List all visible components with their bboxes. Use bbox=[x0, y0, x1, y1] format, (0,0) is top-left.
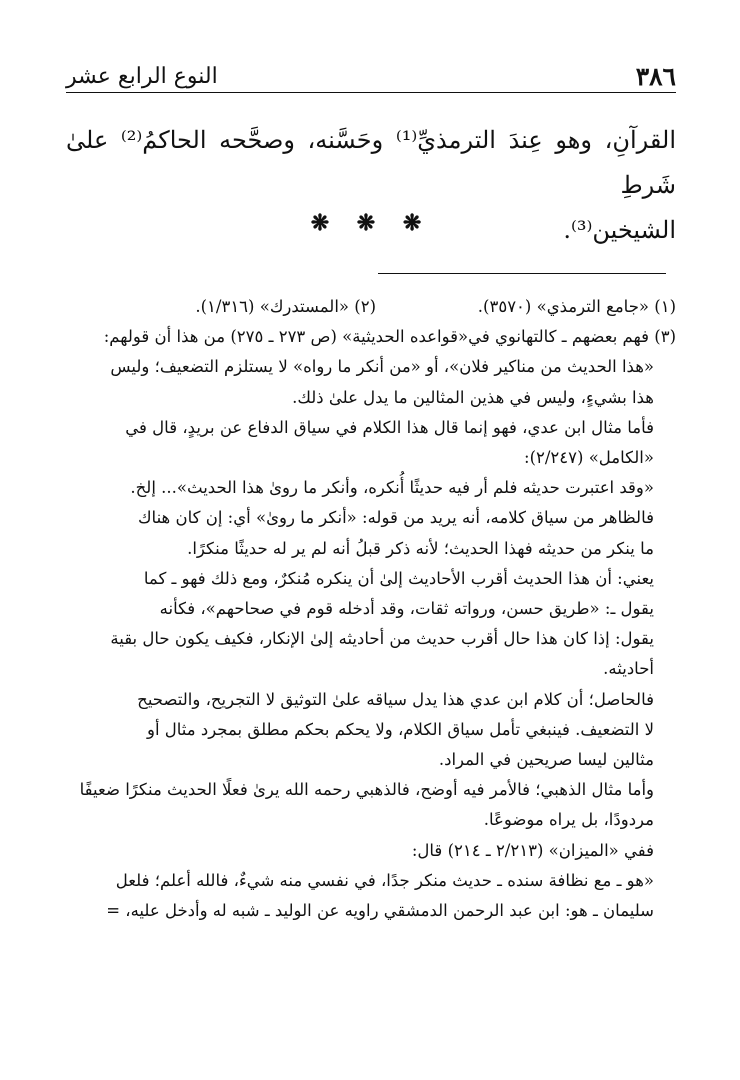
footnote-divider bbox=[378, 273, 666, 274]
footnote-3-line: أحاديثه. bbox=[603, 659, 654, 679]
footnote-3-line: يقول ـ: «طريق حسن، ورواته ثقات، وقد أدخله قوم في صحاحهم»، فكأنه bbox=[159, 599, 654, 619]
footnote-3-line: وأما مثال الذهبي؛ فالأمر فيه أوضح، فالذهبي رحمه الله يرىٰ فعلًا الحديث منكرًا ضعيفًا bbox=[79, 780, 654, 800]
footnote-3-line: يعني: أن هذا الحديث أقرب الأحاديث إلىٰ أن ينكره مُنكرٌ، ومع ذلك فهو ـ كما bbox=[143, 568, 654, 588]
footnote-3-line: فأما مثال ابن عدي، فهو إنما قال هذا الكلام في سياق الدفاع عن بريدٍ، قال في bbox=[125, 417, 654, 437]
footnote-3-line: «هو ـ مع نظافة سنده ـ حديث منكر جدًا، في نفسي منه شيءٌ، فالله أعلم؛ فلعل bbox=[115, 870, 654, 890]
footnote-3-line: مردودًا، بل يراه موضوعًا. bbox=[483, 810, 654, 830]
footnote-3-line: «وقد اعتبرت حديثه فلم أر فيه حديثًا أُنكره، وأنكر ما روىٰ هذا الحديث»... إلخ. bbox=[130, 478, 654, 498]
page-header bbox=[66, 58, 676, 93]
footnote-row bbox=[66, 292, 676, 322]
footnote-2: (٢) «المستدرك» (١/٣١٦). bbox=[195, 297, 376, 316]
footnote-1: (١) «جامع الترمذي» (٣٥٧٠). bbox=[477, 297, 676, 316]
footnote-3-line: فالحاصل؛ أن كلام ابن عدي هذا يدل سياقه علىٰ التوثيق لا التجريح، والتصحيح bbox=[137, 689, 654, 709]
footnote-3-line: «هذا الحديث من مناكير فلان»، أو «من أنكر ما رواه» لا يستلزم التضعيف؛ وليس bbox=[110, 357, 654, 377]
footnotes bbox=[66, 292, 676, 926]
footnote-3-line: ما ينكر من حديثه فهذا الحديث؛ لأنه ذكر قبلُ أنه لم ير له حديثًا منكرًا. bbox=[187, 538, 654, 558]
main-line: القرآنِ، وهو عِندَ الترمذيِّ⁽¹⁾ وحَسَّنه، وصحَّحه الحاكمُ⁽²⁾ علىٰ شَرطِ bbox=[66, 126, 676, 199]
footnote-3-line: سليمان ـ هو: ابن عبد الرحمن الدمشقي راويه عن الوليد ـ شبه له وأدخل عليه، = bbox=[106, 901, 654, 921]
footnote-3-line: هذا بشيءٍ، وليس في هذين المثالين ما يدل علىٰ ذلك. bbox=[292, 387, 654, 407]
running-title: النوع الرابع عشر bbox=[66, 64, 218, 89]
section-separator-stars: ❋ ❋ ❋ bbox=[310, 210, 432, 236]
footnote-3-line: يقول: إذا كان هذا حال أقرب حديث من أحاديثه إلىٰ الإنكار، فكيف يكون حال بقية bbox=[110, 629, 654, 649]
main-line: الشيخين⁽³⁾. bbox=[563, 216, 676, 244]
footnote-3-line: لا التضعيف. فينبغي تأمل سياق الكلام، ولا يحكم بحكم مطلق بمجرد مثال أو bbox=[146, 719, 654, 739]
footnote-3-line: (٣) فهم بعضهم ـ كالتهانوي في«قواعده الحديثية» (ص ٢٧٣ ـ ٢٧٥) من هذا أن قولهم: bbox=[103, 327, 676, 347]
footnote-3-line: «الكامل» (٢/٢٤٧): bbox=[524, 448, 654, 468]
footnote-3-line: مثالين ليسا صريحين في المراد. bbox=[438, 750, 654, 770]
page-number: ٣٨٦ bbox=[635, 62, 676, 91]
footnote-3-line: فالظاهر من سياق كلامه، أنه يريد من قوله: «أنكر ما روىٰ» أي: إن كان هناك bbox=[137, 508, 654, 528]
footnote-3-line: ففي «الميزان» (٢/٢١٣ ـ ٢١٤) قال: bbox=[411, 840, 654, 860]
